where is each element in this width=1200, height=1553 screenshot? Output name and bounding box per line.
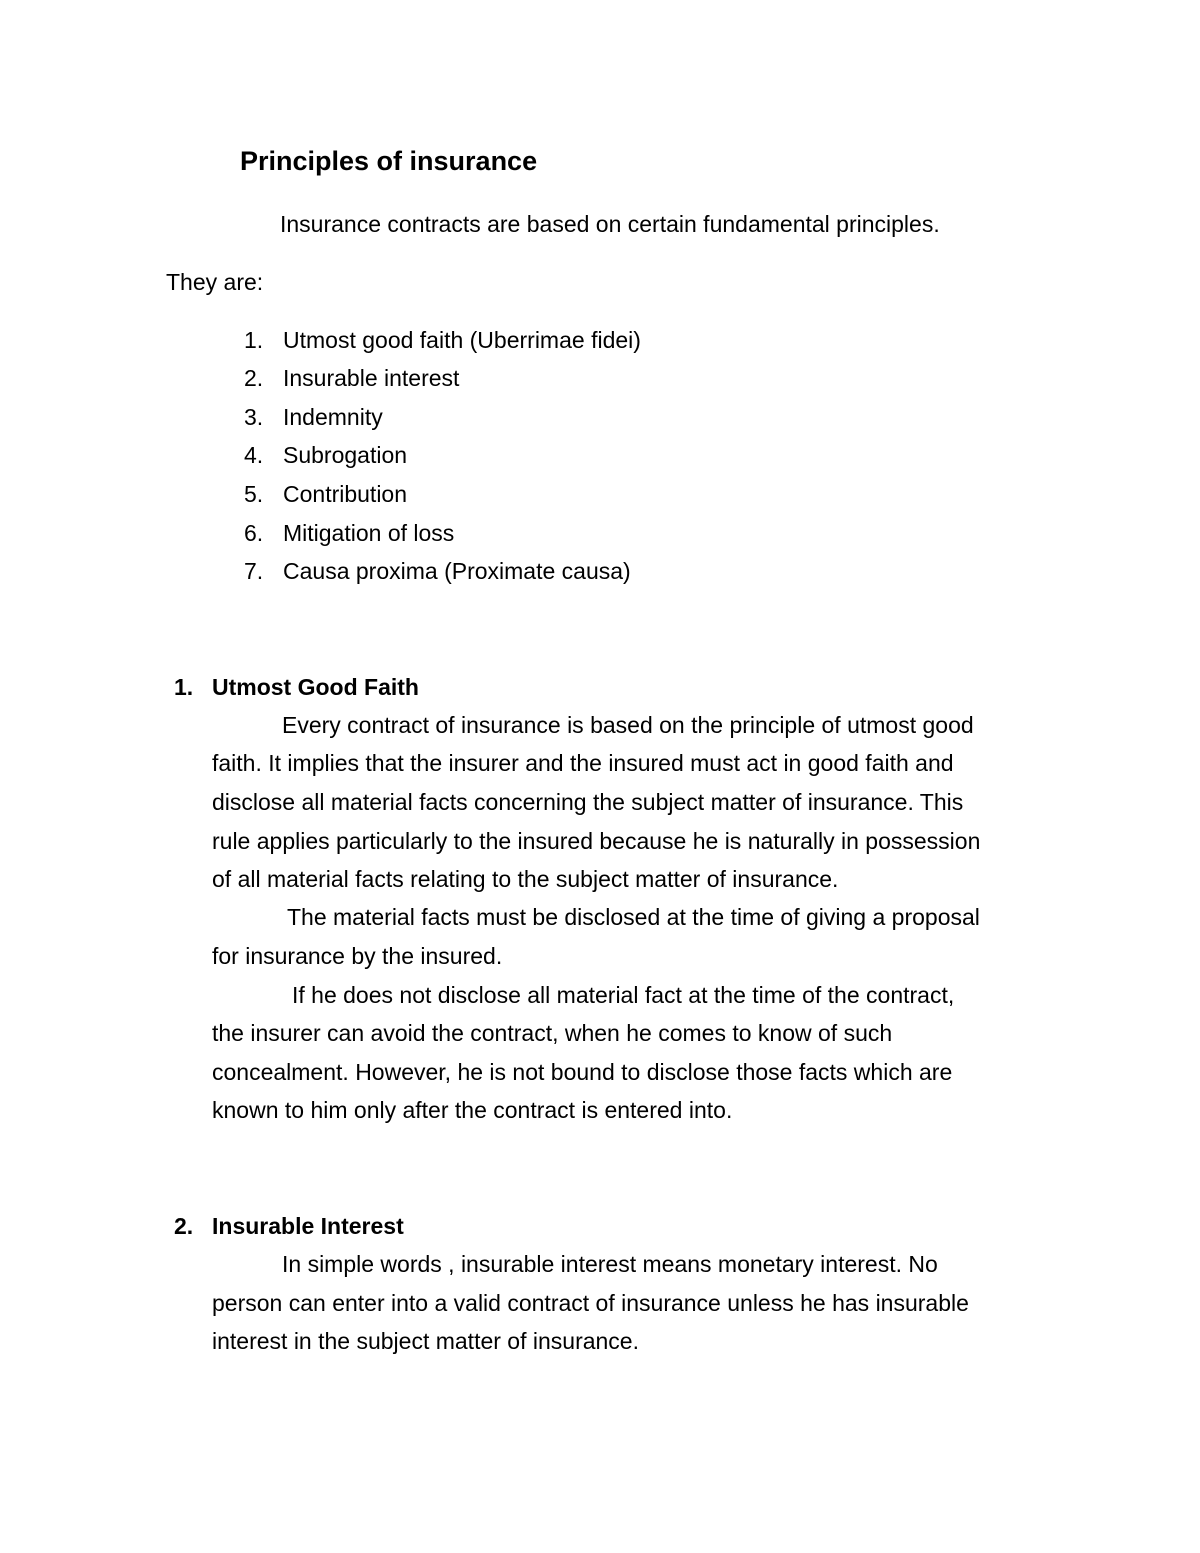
body-line: The material facts must be disclosed at the time of giving a proposal xyxy=(287,904,980,930)
list-item xyxy=(244,404,383,431)
section-heading-text: Utmost Good Faith xyxy=(212,674,419,700)
list-item-label: Insurable interest xyxy=(283,365,460,391)
section-number: 1. xyxy=(174,674,194,700)
list-item xyxy=(244,558,631,585)
page-title: Principles of insurance xyxy=(240,146,538,176)
list-item xyxy=(244,365,459,392)
list-item-number: 3. xyxy=(244,404,264,430)
body-line: In simple words , insurable interest means monetary interest. No xyxy=(282,1251,938,1277)
body-line: interest in the subject matter of insurance. xyxy=(212,1328,639,1354)
list-item-number: 6. xyxy=(244,520,264,546)
body-line: known to him only after the contract is entered into. xyxy=(212,1097,733,1123)
list-item xyxy=(244,442,407,469)
list-item xyxy=(244,327,641,354)
list-item-label: Utmost good faith (Uberrimae fidei) xyxy=(283,327,641,353)
section-heading-text: Insurable Interest xyxy=(212,1213,404,1239)
list-item-label: Causa proxima (Proximate causa) xyxy=(283,558,631,584)
body-line: person can enter into a valid contract of insurance unless he has insurable xyxy=(212,1290,969,1316)
list-item-number: 5. xyxy=(244,481,264,507)
list-item-label: Mitigation of loss xyxy=(283,520,455,546)
list-item-number: 1. xyxy=(244,327,264,353)
section-heading xyxy=(174,674,419,701)
list-item-label: Subrogation xyxy=(283,442,408,468)
lead-in-text: They are: xyxy=(166,269,264,295)
body-line: disclose all material facts concerning the subject matter of insurance. This xyxy=(212,789,964,815)
body-line: faith. It implies that the insurer and the insured must act in good faith and xyxy=(212,750,954,776)
list-item xyxy=(244,520,454,547)
body-line: Every contract of insurance is based on the principle of utmost good xyxy=(282,712,974,738)
list-item-label: Indemnity xyxy=(283,404,383,430)
body-line: the insurer can avoid the contract, when he comes to know of such xyxy=(212,1020,893,1046)
list-item xyxy=(244,481,407,508)
body-line: of all material facts relating to the subject matter of insurance. xyxy=(212,866,839,892)
intro-paragraph: Insurance contracts are based on certain fundamental principles. xyxy=(280,211,940,237)
list-item-number: 2. xyxy=(244,365,264,391)
list-item-label: Contribution xyxy=(283,481,408,507)
section-number: 2. xyxy=(174,1213,194,1239)
body-line: rule applies particularly to the insured because he is naturally in possession xyxy=(212,828,981,854)
section-heading xyxy=(174,1213,404,1240)
body-line: concealment. However, he is not bound to disclose those facts which are xyxy=(212,1059,953,1085)
body-line: for insurance by the insured. xyxy=(212,943,503,969)
list-item-number: 7. xyxy=(244,558,264,584)
body-line: If he does not disclose all material fact at the time of the contract, xyxy=(292,982,955,1008)
list-item-number: 4. xyxy=(244,442,264,468)
